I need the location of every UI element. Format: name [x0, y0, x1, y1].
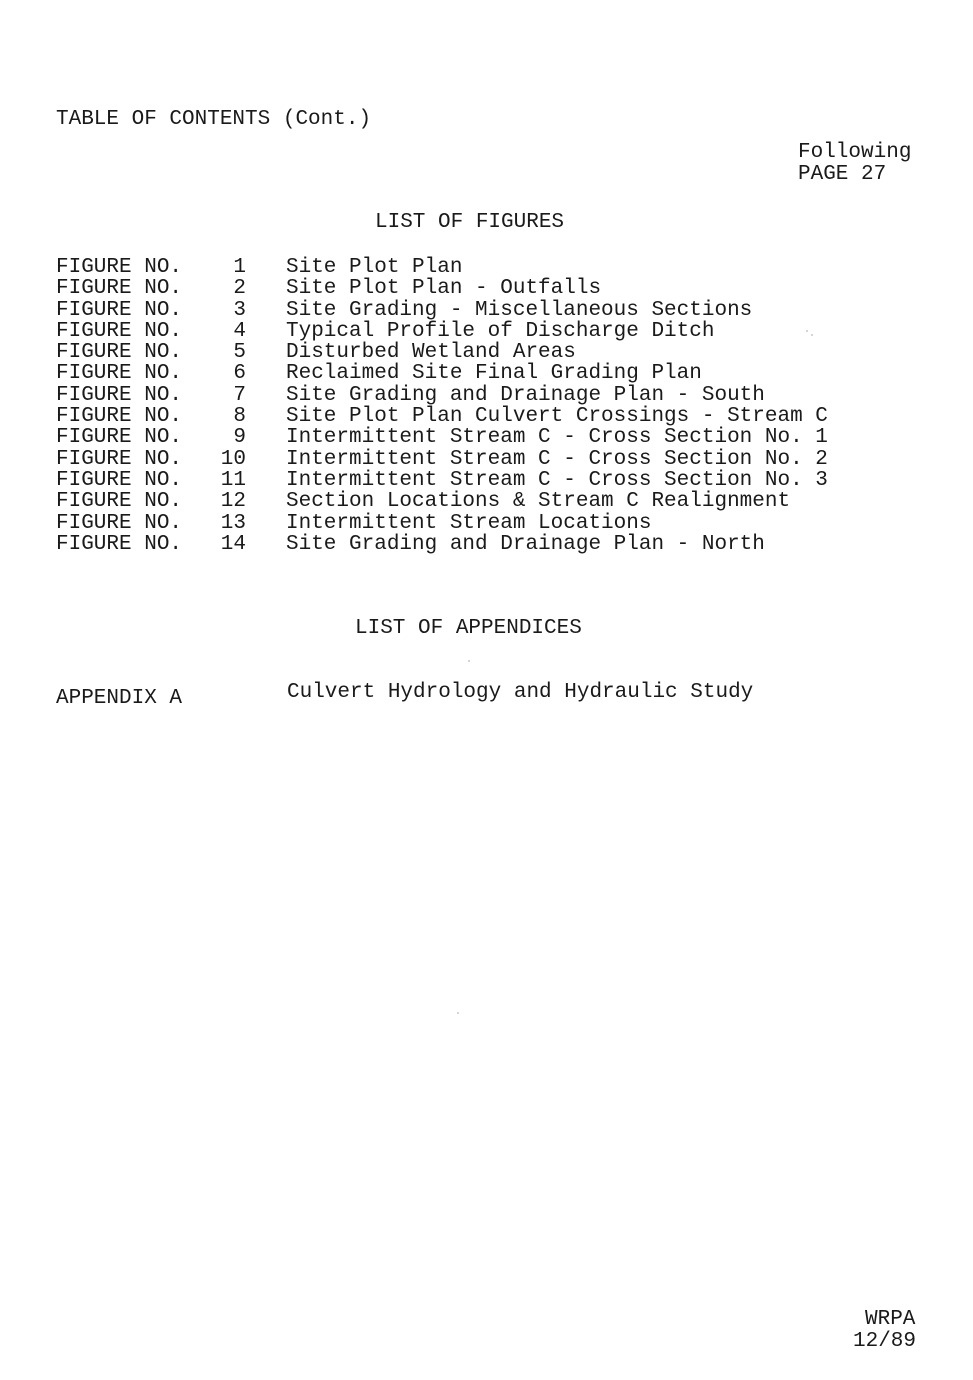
following-label: Following	[798, 141, 912, 164]
figure-title: Disturbed Wetland Areas	[286, 341, 576, 365]
figure-prefix: FIGURE NO.	[56, 277, 183, 301]
figure-prefix: FIGURE NO.	[56, 405, 183, 429]
figure-title: Reclaimed Site Final Grading Plan	[286, 362, 702, 386]
figure-title: Intermittent Stream C - Cross Section No. 1	[286, 426, 828, 450]
figure-number: 14	[220, 532, 246, 556]
scan-speck	[457, 1012, 459, 1014]
figure-number: 7	[233, 383, 246, 407]
figure-title: Intermittent Stream C - Cross Section No. 3	[286, 468, 828, 492]
figure-title: Site Grading and Drainage Plan - North	[286, 532, 765, 556]
scan-speck	[468, 660, 470, 662]
list-item	[56, 385, 936, 406]
figure-prefix: FIGURE NO.	[56, 532, 183, 556]
figure-number: 2	[233, 277, 246, 301]
figure-prefix: FIGURE NO.	[56, 319, 183, 343]
list-item	[56, 257, 936, 278]
figure-prefix: FIGURE NO.	[56, 447, 183, 471]
footer-date: 12/89	[853, 1330, 917, 1353]
list-item	[56, 534, 936, 555]
list-item	[56, 449, 936, 470]
list-item	[56, 321, 936, 342]
appendix-title: Culvert Hydrology and Hydraulic Study	[287, 681, 754, 704]
list-item	[56, 300, 936, 321]
figure-prefix: FIGURE NO.	[56, 362, 183, 386]
figure-prefix: FIGURE NO.	[56, 298, 183, 322]
figure-number: 11	[220, 468, 246, 492]
figure-title: Site Grading and Drainage Plan - South	[286, 383, 765, 407]
figure-number: 4	[233, 319, 246, 343]
figure-number: 10	[220, 447, 246, 471]
figure-prefix: FIGURE NO.	[56, 490, 183, 514]
list-of-figures-heading: LIST OF FIGURES	[375, 211, 565, 234]
figure-number: 12	[220, 490, 246, 514]
figure-title: Intermittent Stream Locations	[286, 511, 652, 535]
figure-number: 9	[233, 426, 246, 450]
figure-prefix: FIGURE NO.	[56, 511, 183, 535]
figure-title: Intermittent Stream C - Cross Section No. 2	[286, 447, 828, 471]
figure-number: 8	[233, 405, 246, 429]
list-item	[56, 278, 936, 299]
scan-speck	[806, 330, 808, 332]
figure-number: 5	[233, 341, 246, 365]
list-item	[56, 470, 936, 491]
figure-number: 13	[220, 511, 246, 535]
figure-title: Section Locations & Stream C Realignment	[286, 490, 791, 514]
following-page-number: PAGE 27	[798, 163, 887, 186]
list-item	[56, 406, 936, 427]
scan-speck	[811, 334, 813, 336]
list-item	[56, 513, 936, 534]
footer-org: WRPA	[865, 1308, 916, 1331]
figure-prefix: FIGURE NO.	[56, 426, 183, 450]
figure-title: Site Plot Plan - Outfalls	[286, 277, 602, 301]
appendix-label: APPENDIX A	[56, 687, 183, 710]
figure-number: 3	[233, 298, 246, 322]
list-of-appendices-heading: LIST OF APPENDICES	[355, 617, 582, 640]
figure-number: 1	[233, 256, 246, 279]
figure-title: Site Plot Plan Culvert Crossings - Stream C	[286, 405, 828, 429]
figure-number: 6	[233, 362, 246, 386]
list-item	[56, 491, 936, 512]
figure-title: Site Plot Plan	[286, 256, 463, 279]
figure-title: Site Grading - Miscellaneous Sections	[286, 298, 753, 322]
figure-prefix: FIGURE NO.	[56, 256, 183, 279]
figure-prefix: FIGURE NO.	[56, 341, 183, 365]
figure-prefix: FIGURE NO.	[56, 468, 183, 492]
figure-title: Typical Profile of Discharge Ditch	[286, 319, 715, 343]
list-item	[56, 427, 936, 448]
list-item	[56, 342, 936, 363]
figure-prefix: FIGURE NO.	[56, 383, 183, 407]
list-item	[56, 363, 936, 384]
page-title: TABLE OF CONTENTS (Cont.)	[56, 108, 372, 131]
figures-list	[56, 257, 936, 555]
